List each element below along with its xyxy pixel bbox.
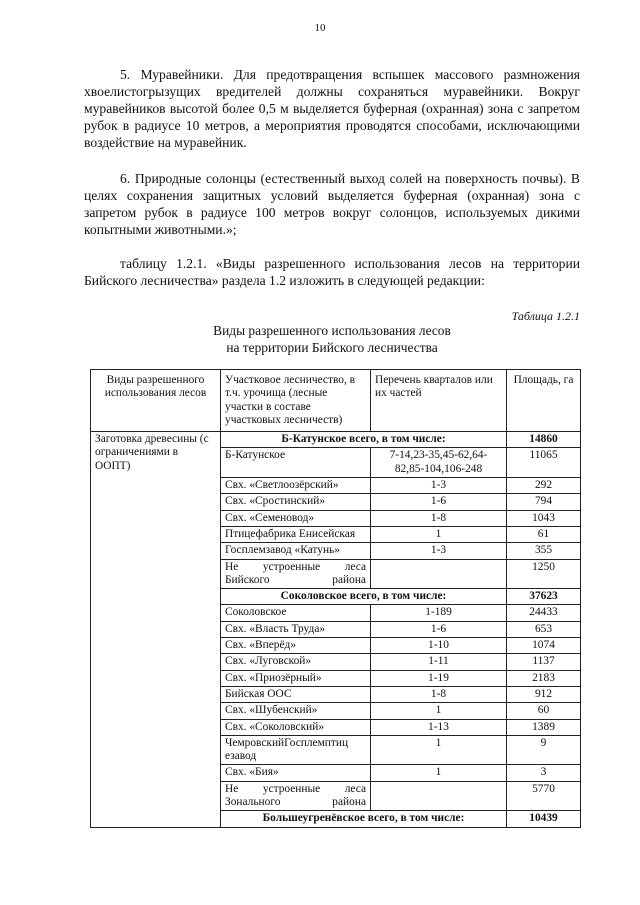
page-number: 10 [314,22,326,34]
area-cell: 24433 [507,605,581,621]
district-name: Свх. «Власть Труда» [221,621,371,637]
total-area: 37623 [507,589,581,605]
header-area: Площадь, га [507,370,581,432]
quarters-cell: 1-6 [371,494,507,510]
table-title-line-1: Виды разрешенного использования лесов [213,323,451,338]
district-name: Свх. «Семеновод» [221,510,371,526]
district-name: Б-Катунское [221,448,371,478]
district-name: Птицефабрика Енисейская [221,526,371,542]
quarters-cell: 1-8 [371,686,507,702]
area-cell: 912 [507,686,581,702]
district-name: Бийская ООС [221,686,371,702]
header-quarters: Перечень кварталов или их частей [371,370,507,432]
district-name: Свх. «Вперёд» [221,638,371,654]
quarters-cell: 7-14,23-35,45-62,64-82,85-104,106-248 [371,448,507,478]
paragraph-table-amendment: таблицу 1.2.1. «Виды разрешенного использования лесов на территории Бийского лесничества» раздела 1.2 изложить в следующей редакции: [84,256,580,289]
quarters-cell: 1-10 [371,638,507,654]
district-name: Не устроенные леса Зонального района [221,781,371,811]
forest-use-table [90,369,581,828]
district-name: Свх. «Светлоозёрский» [221,478,371,494]
quarters-cell: 1-8 [371,510,507,526]
area-cell: 1250 [507,559,581,589]
quarters-cell: 1 [371,765,507,781]
area-cell: 1137 [507,654,581,670]
total-area: 10439 [507,811,581,827]
area-cell: 653 [507,621,581,637]
paragraph-anthills: 5. Муравейники. Для предотвращения вспышек массового размножения хвоелистогрызущих вредителей должны сохраняться муравейники. Вокруг муравейников высотой более 0,5 м выделяется буферная (охранная) зона с запретом рубок в радиусе 10 метров, а мероприятия проводятся способами, исключающими воздействие на муравейник. [84,67,580,151]
area-cell: 1389 [507,719,581,735]
table-title-line-2: на территории Бийского лесничества [226,340,438,355]
area-cell: 1043 [507,510,581,526]
area-cell: 794 [507,494,581,510]
quarters-cell: 1 [371,703,507,719]
area-cell: 9 [507,735,581,765]
quarters-cell: 1-13 [371,719,507,735]
district-name: Свх. «Шубенский» [221,703,371,719]
district-name: Свх. «Приозёрный» [221,670,371,686]
total-label: Соколовское всего, в том числе: [221,589,507,605]
table-header-row [91,370,581,432]
quarters-cell: 1-19 [371,670,507,686]
area-cell: 60 [507,703,581,719]
quarters-cell: 1-6 [371,621,507,637]
total-area: 14860 [507,432,581,448]
table-label: Таблица 1.2.1 [511,309,580,323]
use-type-cell: Заготовка древесины (с ограничениями в ООПТ) [91,432,221,827]
header-district: Участковое лесничество, в т.ч. урочища (лесные участки в составе участковых лесничеств) [221,370,371,432]
area-cell: 11065 [507,448,581,478]
area-cell: 355 [507,543,581,559]
table-title [84,322,580,356]
area-cell: 1074 [507,638,581,654]
quarters-cell: 1-3 [371,478,507,494]
quarters-cell [371,781,507,811]
district-name: Свх. «Сростинский» [221,494,371,510]
district-name: Госплемзавод «Катунь» [221,543,371,559]
area-cell: 61 [507,526,581,542]
area-cell: 3 [507,765,581,781]
quarters-cell: 1-189 [371,605,507,621]
quarters-cell: 1 [371,735,507,765]
quarters-cell: 1-3 [371,543,507,559]
district-name: Соколовское [221,605,371,621]
district-name: Свх. «Луговской» [221,654,371,670]
area-cell: 292 [507,478,581,494]
district-name: Свх. «Бия» [221,765,371,781]
area-cell: 2183 [507,670,581,686]
quarters-cell: 1 [371,526,507,542]
district-name: Не устроенные леса Бийского района [221,559,371,589]
paragraph-salt-licks: 6. Природные солонцы (естественный выход солей на поверхность почвы). В целях сохранения защитных условий выделяется буферная (охранная) зона с запретом рубок в радиусе 100 метров вокруг солонцов, используемых дикими копытными животными.»; [84,171,580,238]
table-total-row [91,432,581,448]
quarters-cell [371,559,507,589]
total-label: Б-Катунское всего, в том числе: [221,432,507,448]
area-cell: 5770 [507,781,581,811]
district-name: ЧемровскийГосплемптиц езавод [221,735,371,765]
total-label: Большеугренёвское всего, в том числе: [221,811,507,827]
header-use-type: Виды разрешенного использования лесов [91,370,221,432]
quarters-cell: 1-11 [371,654,507,670]
district-name: Свх. «Соколовский» [221,719,371,735]
